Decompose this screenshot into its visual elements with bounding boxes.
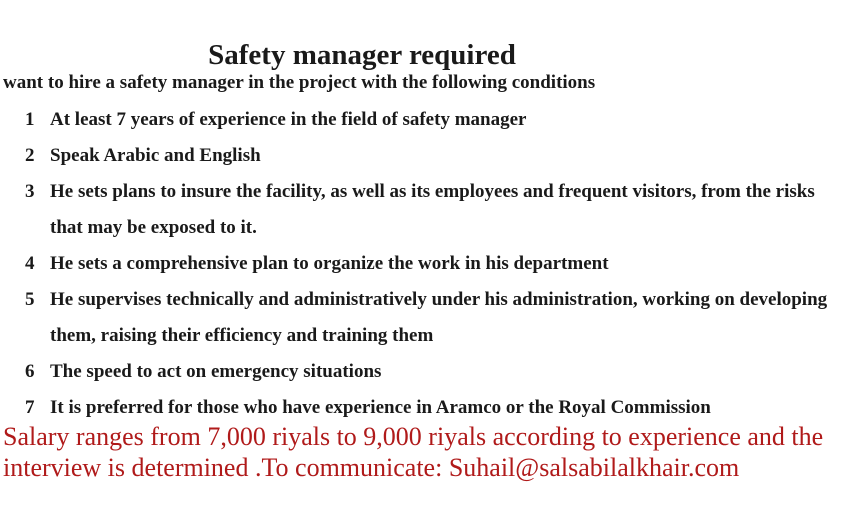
condition-item — [0, 174, 845, 246]
condition-number: 7 — [25, 397, 35, 418]
condition-text: He supervises technically and administratively under his administration, working on developing them, raising their efficiency and training them — [50, 289, 828, 346]
condition-number: 3 — [25, 181, 35, 202]
intro-text: want to hire a safety manager in the project with the following conditions — [3, 72, 596, 93]
page-title: Safety manager required — [208, 39, 516, 72]
condition-number: 1 — [25, 109, 35, 130]
condition-item — [0, 138, 845, 174]
condition-number: 5 — [25, 289, 35, 310]
condition-number: 4 — [25, 253, 35, 274]
conditions-list — [0, 102, 845, 426]
condition-item — [0, 282, 845, 354]
condition-item — [0, 246, 845, 282]
salary-contact-note: Salary ranges from 7,000 riyals to 9,000 riyals according to experience and the interview is determined .To communicate: Suhail@salsabilalkhair.com — [3, 422, 824, 482]
condition-text: Speak Arabic and English — [50, 145, 261, 166]
condition-item — [0, 102, 845, 138]
condition-text: At least 7 years of experience in the field of safety manager — [50, 109, 527, 130]
condition-text: He sets a comprehensive plan to organize the work in his department — [50, 253, 609, 274]
condition-number: 6 — [25, 361, 35, 382]
condition-number: 2 — [25, 145, 35, 166]
condition-text: It is preferred for those who have experience in Aramco or the Royal Commission — [50, 397, 711, 418]
condition-item — [0, 354, 845, 390]
condition-text: He sets plans to insure the facility, as well as its employees and frequent visitors, from the risks that may be exposed to it. — [50, 181, 815, 238]
condition-text: The speed to act on emergency situations — [50, 361, 382, 382]
